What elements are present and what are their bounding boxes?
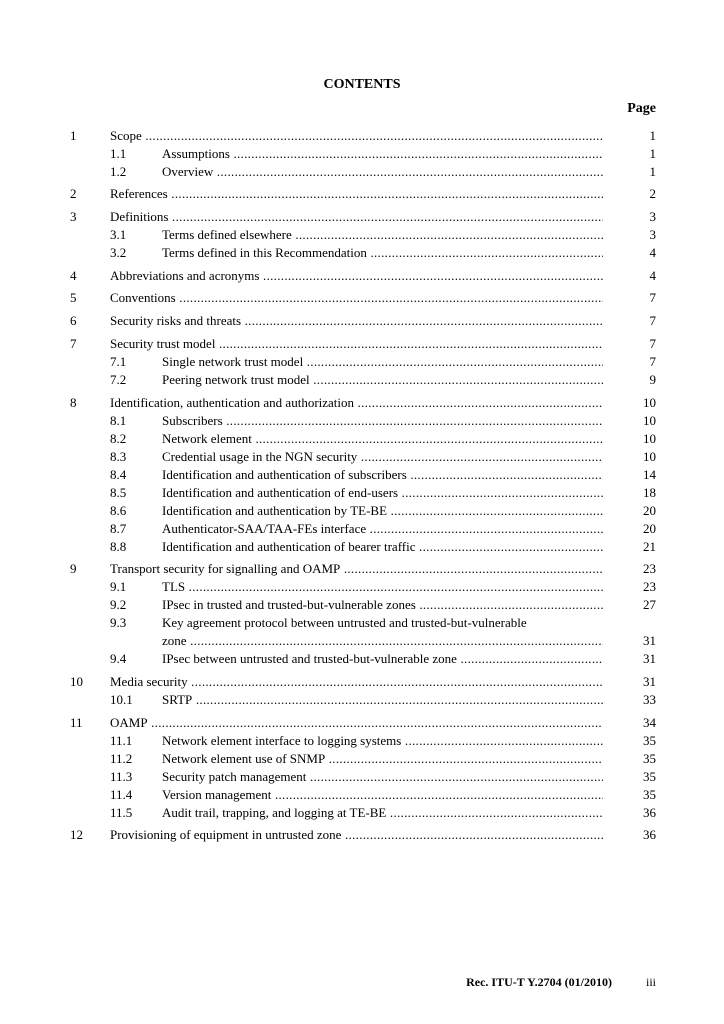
toc-entry-title: Version management ..... (162, 786, 603, 804)
footer-page-number: iii (645, 975, 656, 989)
toc-entry-title: Key agreement protocol between untrusted and trusted-but-vulnerable (162, 615, 527, 631)
toc-entry-page: 2 (649, 186, 656, 202)
toc-entry[interactable] (0, 750, 724, 768)
toc-entry-title: Subscribers ..... (162, 412, 603, 430)
toc-entry-page: 23 (643, 561, 656, 577)
toc-entry-number: 3.1 (110, 227, 127, 243)
toc-entry-number: 7.2 (110, 371, 127, 387)
toc-entry-title: Credential usage in the NGN security ..... (162, 448, 603, 466)
toc-entry-page: 20 (643, 502, 656, 518)
toc-entry[interactable] (0, 244, 724, 262)
toc-entry[interactable] (0, 804, 724, 822)
toc-entry-title: Security patch management ..... (162, 768, 603, 786)
toc-entry-page: 1 (649, 145, 656, 161)
toc-entry-page: 35 (643, 732, 656, 748)
toc-entry[interactable] (0, 335, 724, 353)
toc-entry-number: 11.5 (110, 804, 133, 820)
toc-entry-title: Audit trail, trapping, and logging at TE-BE ..... (162, 804, 603, 822)
toc-entry[interactable] (0, 673, 724, 691)
toc-entry-number: 7.1 (110, 353, 127, 369)
toc-entry-number: 11.2 (110, 750, 133, 766)
toc-entry-number: 8.6 (110, 502, 127, 518)
toc-entry-title: TLS ..... (162, 578, 603, 596)
toc-entry[interactable] (0, 650, 724, 668)
toc-entry-title: IPsec in trusted and trusted-but-vulnerable zones ..... (162, 596, 603, 614)
toc-entry-title: Media security ..... (110, 673, 603, 691)
toc-entry-page: 9 (649, 371, 656, 387)
toc-entry-title: Identification, authentication and authorization ..... (110, 394, 603, 412)
toc-entry-number: 12 (70, 827, 83, 843)
toc-entry-number: 9.3 (110, 615, 127, 631)
toc-entry-page: 33 (643, 691, 656, 707)
toc-entry-title: Identification and authentication of subscribers ..... (162, 466, 603, 484)
toc-entry-title: Provisioning of equipment in untrusted zone ..... (110, 826, 603, 844)
toc-entry-number: 1 (70, 127, 77, 143)
toc-entry[interactable] (0, 312, 724, 330)
toc-entry-number: 10 (70, 673, 83, 689)
toc-entry-title: Single network trust model ..... (162, 353, 603, 371)
toc-entry-number: 9.4 (110, 651, 127, 667)
toc-entry-number: 8.5 (110, 484, 127, 500)
toc-entry-title: References ..... (110, 185, 603, 203)
toc-entry-number: 8.4 (110, 466, 127, 482)
toc-entry-title: Terms defined in this Recommendation ..... (162, 244, 603, 262)
toc-entry-page: 7 (649, 313, 656, 329)
toc-entry-title: Terms defined elsewhere ..... (162, 226, 603, 244)
toc-entry[interactable] (0, 289, 724, 307)
toc-entry-number: 8.3 (110, 448, 127, 464)
toc-entry[interactable] (0, 267, 724, 285)
toc-entry-page: 3 (649, 227, 656, 243)
toc-entry[interactable] (0, 185, 724, 203)
toc-entry[interactable] (0, 353, 724, 371)
toc-entry-number: 11.4 (110, 786, 133, 802)
footer-doc-ref: Rec. ITU-T Y.2704 (01/2010) (466, 975, 612, 989)
toc-entry-number: 1.1 (110, 145, 127, 161)
toc-entry-number: 5 (70, 290, 77, 306)
toc-entry-page: 36 (643, 827, 656, 843)
toc-entry-number: 3 (70, 209, 77, 225)
toc-entry-page: 35 (643, 786, 656, 802)
toc-entry-number: 8.8 (110, 538, 127, 554)
toc-entry-number: 9.2 (110, 597, 127, 613)
toc-entry-title: Transport security for signalling and OAMP ..... (110, 560, 603, 578)
page-column-header: Page (627, 101, 656, 116)
toc-entry[interactable] (0, 714, 724, 732)
contents-title: CONTENTS (323, 77, 401, 92)
toc-entry-number: 11 (70, 714, 83, 730)
toc-entry-title: IPsec between untrusted and trusted-but-vulnerable zone ..... (162, 650, 603, 668)
toc-entry-number: 11.1 (110, 732, 133, 748)
toc-entry-page: 1 (649, 127, 656, 143)
toc-entry[interactable] (0, 484, 724, 502)
toc-entry-number: 3.2 (110, 245, 127, 261)
toc-entry-page: 31 (643, 633, 656, 649)
toc-entry-page: 7 (649, 353, 656, 369)
toc-entry-page: 36 (643, 804, 656, 820)
toc-entry[interactable] (0, 786, 724, 804)
toc-entry-page: 35 (643, 768, 656, 784)
toc-entry-number: 7 (70, 335, 77, 351)
toc-entry[interactable] (0, 226, 724, 244)
toc-entry-page: 20 (643, 520, 656, 536)
toc-entry[interactable] (0, 371, 724, 389)
toc-entry[interactable] (0, 768, 724, 786)
toc-entry-page: 3 (649, 209, 656, 225)
toc-entry-page: 35 (643, 750, 656, 766)
toc-entry-title: Network element interface to logging systems ..... (162, 732, 603, 750)
toc-entry-title: Network element use of SNMP ..... (162, 750, 603, 768)
toc-entry-number: 6 (70, 313, 77, 329)
toc-entry-title: Conventions ..... (110, 289, 603, 307)
toc-entry[interactable] (0, 732, 724, 750)
toc-entry-page: 14 (643, 466, 656, 482)
toc-entry-page: 7 (649, 335, 656, 351)
toc-entry[interactable] (0, 448, 724, 466)
toc-entry-number: 1.2 (110, 163, 127, 179)
toc-entry-page: 10 (643, 394, 656, 410)
toc-entry-number: 10.1 (110, 691, 133, 707)
toc-entry-title: Definitions ..... (110, 208, 603, 226)
toc-entry-title-continued: zone ..... (162, 632, 603, 650)
toc-entry[interactable] (0, 560, 724, 578)
toc-entry-number: 11.3 (110, 768, 133, 784)
toc-entry-number: 8.1 (110, 412, 127, 428)
toc-entry-title: SRTP ..... (162, 691, 603, 709)
toc-entry-page: 1 (649, 163, 656, 179)
toc-entry-number: 8.2 (110, 430, 127, 446)
toc-entry[interactable] (0, 826, 724, 844)
toc-entry-number: 8 (70, 394, 77, 410)
toc-entry-title: Peering network trust model ..... (162, 371, 603, 389)
toc-entry-page: 21 (643, 538, 656, 554)
toc-entry-page: 4 (649, 267, 656, 283)
toc-entry-page: 34 (643, 714, 656, 730)
toc-entry[interactable] (0, 412, 724, 430)
toc-entry[interactable] (0, 466, 724, 484)
toc-entry-title: Identification and authentication of bearer traffic ..... (162, 538, 603, 556)
toc-entry[interactable] (0, 520, 724, 538)
toc-entry[interactable] (0, 596, 724, 614)
toc-entry-number: 9 (70, 561, 77, 577)
toc-entry-page: 4 (649, 245, 656, 261)
toc-entry[interactable] (0, 538, 724, 556)
toc-entry-page: 18 (643, 484, 656, 500)
toc-entry-number: 8.7 (110, 520, 127, 536)
toc-entry-page: 10 (643, 448, 656, 464)
toc-entry[interactable] (0, 502, 724, 520)
toc-entry-page: 23 (643, 579, 656, 595)
toc-entry-page: 10 (643, 430, 656, 446)
toc-entry-title: Security trust model ..... (110, 335, 603, 353)
toc-entry-page: 7 (649, 290, 656, 306)
toc-entry-title: Abbreviations and acronyms ..... (110, 267, 603, 285)
toc-entry-title: Security risks and threats ..... (110, 312, 603, 330)
toc-entry-title: Identification and authentication of end-users ..... (162, 484, 603, 502)
toc-entry-number: 4 (70, 267, 77, 283)
toc-entry-title: Identification and authentication by TE-BE ..... (162, 502, 603, 520)
toc-entry-title: OAMP ..... (110, 714, 603, 732)
toc-entry[interactable] (0, 691, 724, 709)
toc-entry-title: Scope ..... (110, 127, 603, 145)
toc-entry-title: Overview ..... (162, 163, 603, 181)
toc-entry-number: 2 (70, 186, 77, 202)
toc-entry[interactable] (0, 578, 724, 596)
toc-entry-page: 10 (643, 412, 656, 428)
toc-entry-number: 9.1 (110, 579, 127, 595)
toc-entry[interactable] (0, 394, 724, 412)
toc-entry-page: 31 (643, 673, 656, 689)
toc-entry-page: 31 (643, 651, 656, 667)
toc-entry[interactable] (0, 163, 724, 181)
toc-entry[interactable] (0, 208, 724, 226)
toc-entry-page: 27 (643, 597, 656, 613)
toc-entry[interactable] (0, 145, 724, 163)
toc-entry-title: Assumptions ..... (162, 145, 603, 163)
toc-entry-title: Authenticator-SAA/TAA-FEs interface ..... (162, 520, 603, 538)
toc-entry[interactable] (0, 614, 724, 650)
table-of-contents (0, 122, 724, 844)
toc-entry[interactable] (0, 127, 724, 145)
toc-entry[interactable] (0, 430, 724, 448)
toc-entry-title: Network element ..... (162, 430, 603, 448)
